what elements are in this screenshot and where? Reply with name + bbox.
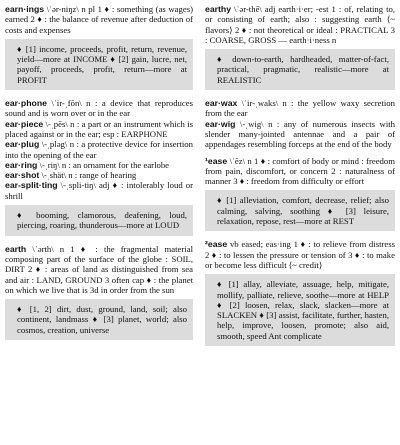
synonym-box: ♦ [1] allay, alleviate, assuage, help, mitigate, mollify, palliate, relieve, soothe—more at HELP ♦ [2] loosen, relax, slack, slacken—more at SLACKEN ♦ [3] assist, facilitate, further, hasten, help, improve, loosen, promote; also aid, smooth, speed Ant complicate — [205, 274, 395, 346]
entry-headword: ear·phone — [5, 98, 47, 109]
synonym-box: ♦ [1] alleviation, comfort, decrease, relief; also calming, salving, soothing ♦ [3] leisure, relaxation, repose, rest—more at REST — [205, 190, 395, 231]
dictionary-entry — [205, 156, 395, 187]
dictionary-entry — [5, 160, 193, 170]
entry-definition: \-ˌpēs\ n : a part or an instrument which is placed against or in the ear; esp : EARPHONE — [5, 118, 193, 139]
dictionary-entry — [5, 244, 193, 295]
entry-definition: \-ˌwig\ n : any of numerous insects with slender many-jointed antennae and a pair of appendages resembling forceps at the end of the body — [205, 118, 395, 150]
left-column — [5, 4, 193, 348]
dictionary-entry — [205, 98, 395, 119]
entry-definition: vb eased; eas·ing 1 ♦ : to relieve from distress 2 ♦ : to lessen the pressure or tension of 3 ♦ : to make or become less difficult ⟨~ credit⟩ — [205, 239, 395, 270]
entry-headword: ²ease — [205, 239, 228, 250]
dictionary-entry — [5, 170, 193, 180]
entry-definition: \-ˌshät\ n : range of hearing — [39, 170, 137, 181]
entry-headword: ear·wig — [205, 118, 236, 129]
entry-headword: earn·ings — [5, 4, 45, 14]
entry-headword: ear·wax — [205, 98, 238, 109]
entry-headword: ear-split·ting — [5, 180, 58, 191]
entry-definition: \-ˌpləg\ n : a protective device for insertion into the opening of the ear — [5, 139, 193, 160]
entry-headword: earthy — [205, 4, 232, 14]
synonym-box: ♦ down-to-earth, hardheaded, matter-of-fact, practical, pragmatic, realistic—more at REALISTIC — [205, 49, 395, 90]
synonym-box: ♦ booming, clamorous, deafening, loud, piercing, roaring, thunderous—more at LOUD — [5, 205, 193, 236]
right-column — [205, 4, 395, 354]
entry-definition: \ˈir-ˌfōn\ n : a device that reproduces sound and is worn over or in the ear — [5, 98, 193, 119]
entry-headword: ear·plug — [5, 139, 40, 150]
entry-definition: \ˈər-niŋz\ n pl 1 ♦ : something (as wages) earned 2 ♦ : the balance of revenue after deduction of costs and expenses — [5, 4, 193, 35]
dictionary-entry — [5, 139, 193, 160]
entry-definition: \ˈēz\ n 1 ♦ : comfort of body or mind : freedom from pain, discomfort, or concern 2 : naturalness of manner 3 ♦ : freedom from difficulty or effort — [205, 155, 395, 187]
dictionary-entry — [5, 180, 193, 201]
dictionary-entry — [5, 98, 193, 119]
entry-definition: \ˈər-thē\ adj earth·i·er; -est 1 : of, relating to, or consisting of earth; also : suggesting earth ⟨~ flavors⟩ 2 ♦ : not theoretical or ideal : PRACTICAL 3 : COARSE, GROSS — earth·i·ness n — [205, 4, 395, 45]
synonym-box: ♦ [1, 2] dirt, dust, ground, land, soil; also continent, landmass ♦ [3] planet, world; also cosmos, creation, universe — [5, 299, 193, 340]
dictionary-entry — [5, 119, 193, 140]
entry-headword: ear·piece — [5, 118, 44, 129]
entry-headword: ¹ease — [205, 155, 228, 166]
entry-definition: \ˈir-ˌwaks\ n : the yellow waxy secretion from the ear — [205, 98, 395, 119]
entry-headword: ear·shot — [5, 170, 40, 181]
dictionary-entry — [205, 119, 395, 150]
entry-headword: earth — [5, 243, 27, 254]
dictionary-entry — [5, 4, 193, 35]
entry-definition: \ˈərth\ n 1 ♦ : the fragmental material composing part of the surface of the globe : SOIL, DIRT 2 ♦ : areas of land as distinguished from sea and air : LAND, GROUND 3 often cap ♦ : the planet on which we live that is 3d in order from the sun — [5, 243, 193, 295]
synonym-box: ♦ [1] income, proceeds, profit, return, revenue, yield—more at INCOME ♦ [2] gain, lucre, net, payoff, proceeds, profit, return—more at PROFIT — [5, 39, 193, 90]
dictionary-entry — [205, 4, 395, 45]
entry-definition: \-ˌspli-tiŋ\ adj ♦ : intolerably loud or shrill — [5, 180, 193, 201]
dictionary-entry — [205, 239, 395, 270]
entry-definition: \-ˌriŋ\ n : an ornament for the earlobe — [37, 159, 170, 170]
entry-headword: ear·ring — [5, 159, 38, 170]
